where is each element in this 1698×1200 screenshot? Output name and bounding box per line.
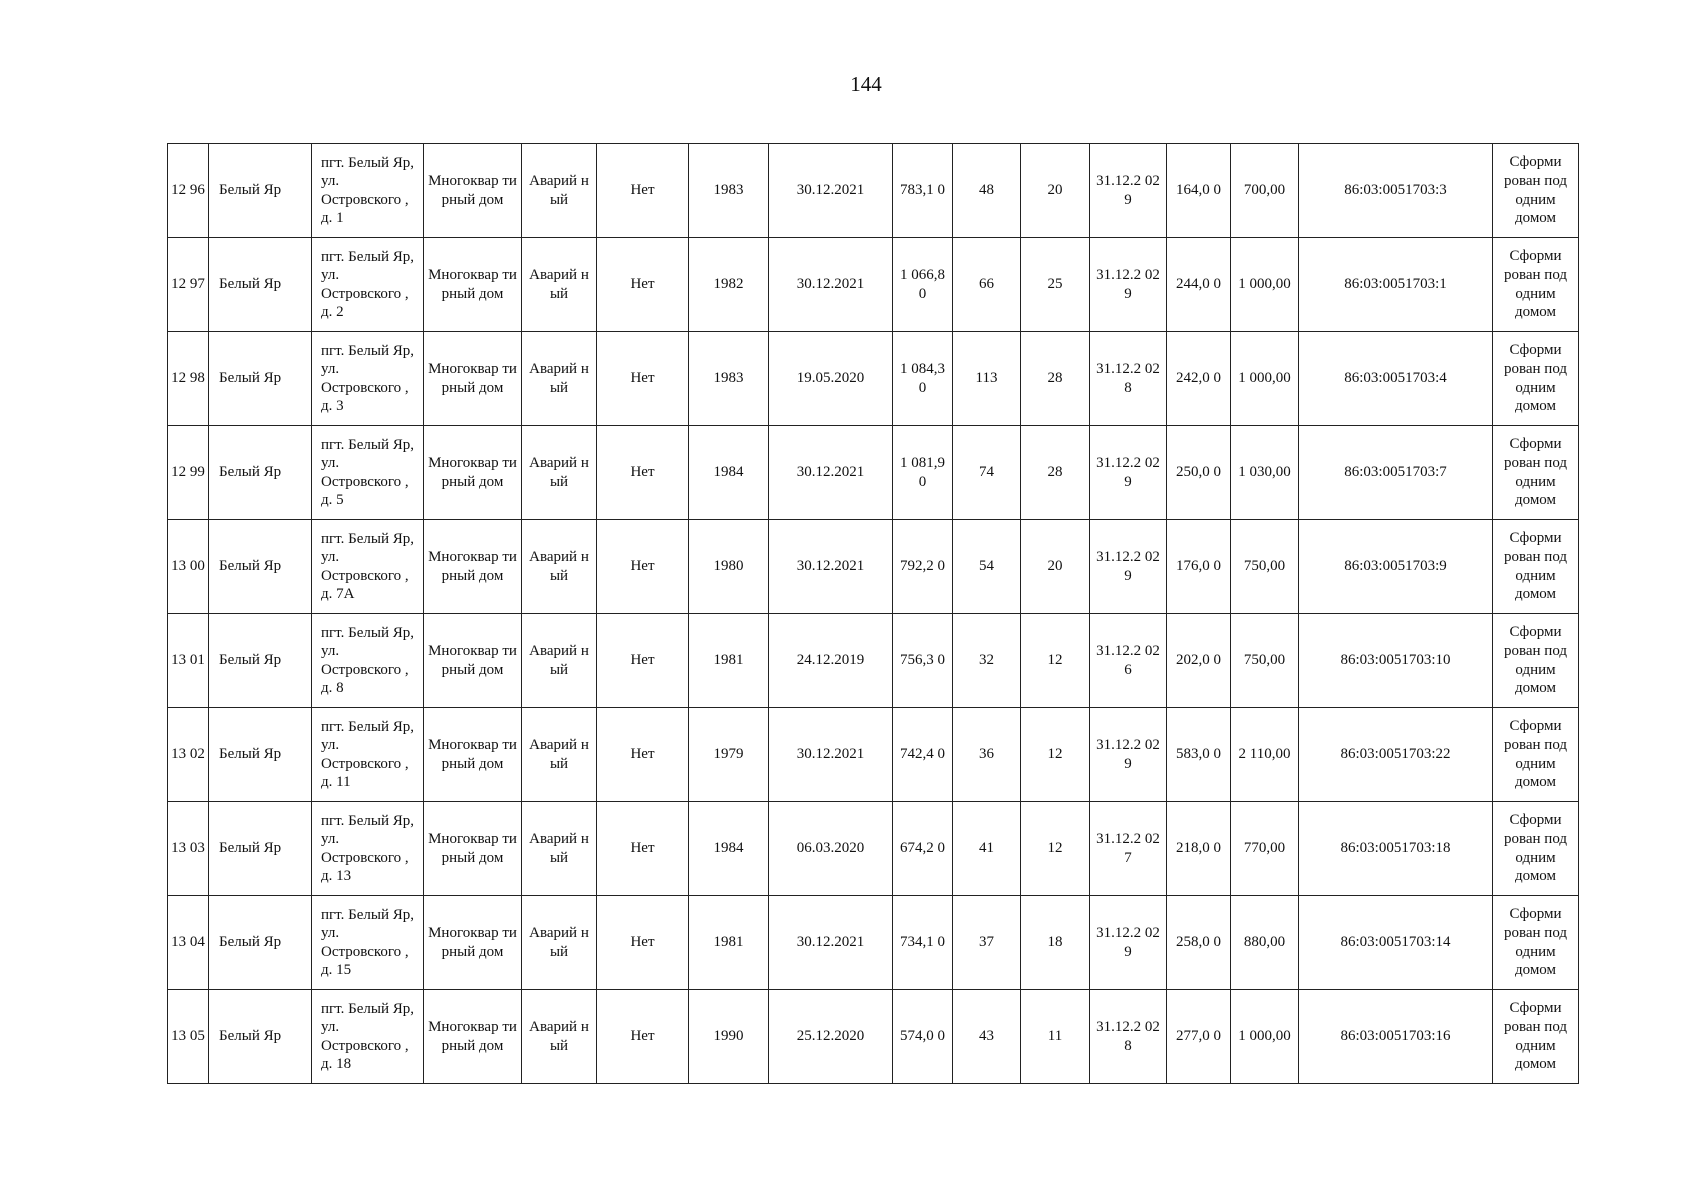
cell-building-type: Многоквар тирный дом [424,708,522,802]
cell-status: Нет [597,426,689,520]
table-row [168,332,1579,426]
cell-units: 25 [1021,238,1090,332]
cell-settlement: Белый Яр [209,520,312,614]
cell-condition: Аварий ный [522,896,597,990]
cell-number: 12 97 [168,238,209,332]
cell-year: 1979 [689,708,769,802]
cell-land-status: Сформи рован под одним домом [1493,520,1579,614]
cell-deadline: 31.12.2 029 [1090,520,1167,614]
cell-address: пгт. Белый Яр, ул. Островского , д. 1 [312,144,424,238]
cell-settlement: Белый Яр [209,332,312,426]
cell-area: 1 084,3 0 [893,332,953,426]
cell-condition: Аварий ный [522,238,597,332]
cell-value-2: 880,00 [1231,896,1299,990]
cell-address: пгт. Белый Яр, ул. Островского , д. 15 [312,896,424,990]
cell-area: 574,0 0 [893,990,953,1084]
cell-deadline: 31.12.2 029 [1090,708,1167,802]
cell-land-status: Сформи рован под одним домом [1493,802,1579,896]
cell-condition: Аварий ный [522,426,597,520]
cell-value-2: 770,00 [1231,802,1299,896]
cell-year: 1983 [689,144,769,238]
cell-date: 30.12.2021 [769,896,893,990]
cell-value-2: 2 110,00 [1231,708,1299,802]
cell-cadastral-number: 86:03:0051703:10 [1299,614,1493,708]
cell-land-status: Сформи рован под одним домом [1493,426,1579,520]
cell-address: пгт. Белый Яр, ул. Островского , д. 8 [312,614,424,708]
cell-address: пгт. Белый Яр, ул. Островского , д. 18 [312,990,424,1084]
cell-value-1: 277,0 0 [1167,990,1231,1084]
cell-land-status: Сформи рован под одним домом [1493,144,1579,238]
cell-area: 1 066,8 0 [893,238,953,332]
cell-deadline: 31.12.2 029 [1090,238,1167,332]
cell-value-2: 1 000,00 [1231,990,1299,1084]
cell-number: 12 98 [168,332,209,426]
cell-land-status: Сформи рован под одним домом [1493,708,1579,802]
cell-status: Нет [597,896,689,990]
cell-value-2: 750,00 [1231,520,1299,614]
cell-address: пгт. Белый Яр, ул. Островского , д. 5 [312,426,424,520]
cell-deadline: 31.12.2 029 [1090,896,1167,990]
cell-value-2: 1 000,00 [1231,238,1299,332]
cell-building-type: Многоквар тирный дом [424,520,522,614]
cell-number: 13 02 [168,708,209,802]
cell-year: 1983 [689,332,769,426]
cell-area: 742,4 0 [893,708,953,802]
cell-building-type: Многоквар тирный дом [424,896,522,990]
cell-settlement: Белый Яр [209,990,312,1084]
cell-condition: Аварий ный [522,708,597,802]
cell-status: Нет [597,708,689,802]
cell-units: 28 [1021,332,1090,426]
cell-value-1: 218,0 0 [1167,802,1231,896]
cell-residents: 37 [953,896,1021,990]
cell-residents: 41 [953,802,1021,896]
cell-settlement: Белый Яр [209,708,312,802]
cell-settlement: Белый Яр [209,238,312,332]
cell-status: Нет [597,238,689,332]
table-row [168,520,1579,614]
cell-land-status: Сформи рован под одним домом [1493,990,1579,1084]
cell-building-type: Многоквар тирный дом [424,802,522,896]
cell-date: 30.12.2021 [769,520,893,614]
cell-units: 28 [1021,426,1090,520]
cell-condition: Аварий ный [522,520,597,614]
cell-date: 30.12.2021 [769,238,893,332]
cell-date: 24.12.2019 [769,614,893,708]
cell-status: Нет [597,520,689,614]
cell-area: 756,3 0 [893,614,953,708]
cell-year: 1990 [689,990,769,1084]
table-row [168,708,1579,802]
cell-address: пгт. Белый Яр, ул. Островского , д. 11 [312,708,424,802]
cell-building-type: Многоквар тирный дом [424,238,522,332]
cell-deadline: 31.12.2 027 [1090,802,1167,896]
table-row [168,238,1579,332]
cell-area: 734,1 0 [893,896,953,990]
cell-building-type: Многоквар тирный дом [424,332,522,426]
cell-condition: Аварий ный [522,614,597,708]
cell-year: 1982 [689,238,769,332]
cell-year: 1981 [689,614,769,708]
cell-year: 1981 [689,896,769,990]
cell-date: 30.12.2021 [769,708,893,802]
cell-number: 13 03 [168,802,209,896]
cell-condition: Аварий ный [522,144,597,238]
cell-area: 1 081,9 0 [893,426,953,520]
cell-status: Нет [597,144,689,238]
cell-cadastral-number: 86:03:0051703:1 [1299,238,1493,332]
cell-residents: 36 [953,708,1021,802]
cell-deadline: 31.12.2 026 [1090,614,1167,708]
table-body [168,144,1579,1084]
cell-units: 20 [1021,144,1090,238]
cell-land-status: Сформи рован под одним домом [1493,614,1579,708]
cell-condition: Аварий ный [522,802,597,896]
cell-residents: 66 [953,238,1021,332]
cell-residents: 54 [953,520,1021,614]
cell-date: 30.12.2021 [769,144,893,238]
cell-settlement: Белый Яр [209,614,312,708]
table-row [168,802,1579,896]
cell-value-1: 250,0 0 [1167,426,1231,520]
cell-building-type: Многоквар тирный дом [424,614,522,708]
cell-status: Нет [597,614,689,708]
cell-address: пгт. Белый Яр, ул. Островского , д. 3 [312,332,424,426]
table-row [168,990,1579,1084]
cell-units: 12 [1021,802,1090,896]
cell-status: Нет [597,332,689,426]
cell-value-1: 242,0 0 [1167,332,1231,426]
cell-residents: 113 [953,332,1021,426]
cell-value-2: 750,00 [1231,614,1299,708]
cell-number: 13 01 [168,614,209,708]
cell-residents: 32 [953,614,1021,708]
cell-address: пгт. Белый Яр, ул. Островского , д. 7А [312,520,424,614]
table-row [168,426,1579,520]
housing-registry-table [167,143,1579,1084]
cell-building-type: Многоквар тирный дом [424,426,522,520]
cell-settlement: Белый Яр [209,144,312,238]
cell-units: 20 [1021,520,1090,614]
cell-year: 1984 [689,426,769,520]
cell-value-1: 164,0 0 [1167,144,1231,238]
cell-land-status: Сформи рован под одним домом [1493,896,1579,990]
cell-deadline: 31.12.2 028 [1090,332,1167,426]
cell-units: 11 [1021,990,1090,1084]
cell-residents: 74 [953,426,1021,520]
cell-value-2: 700,00 [1231,144,1299,238]
cell-settlement: Белый Яр [209,426,312,520]
cell-value-2: 1 000,00 [1231,332,1299,426]
cell-condition: Аварий ный [522,332,597,426]
cell-date: 19.05.2020 [769,332,893,426]
cell-number: 13 00 [168,520,209,614]
cell-status: Нет [597,990,689,1084]
cell-deadline: 31.12.2 028 [1090,990,1167,1084]
table-row [168,144,1579,238]
cell-units: 12 [1021,708,1090,802]
cell-number: 13 04 [168,896,209,990]
cell-cadastral-number: 86:03:0051703:7 [1299,426,1493,520]
cell-value-2: 1 030,00 [1231,426,1299,520]
cell-value-1: 583,0 0 [1167,708,1231,802]
cell-cadastral-number: 86:03:0051703:3 [1299,144,1493,238]
cell-deadline: 31.12.2 029 [1090,426,1167,520]
cell-date: 25.12.2020 [769,990,893,1084]
table-row [168,614,1579,708]
cell-cadastral-number: 86:03:0051703:22 [1299,708,1493,802]
cell-building-type: Многоквар тирный дом [424,144,522,238]
cell-area: 674,2 0 [893,802,953,896]
cell-value-1: 244,0 0 [1167,238,1231,332]
cell-building-type: Многоквар тирный дом [424,990,522,1084]
cell-number: 12 96 [168,144,209,238]
cell-cadastral-number: 86:03:0051703:14 [1299,896,1493,990]
cell-area: 792,2 0 [893,520,953,614]
cell-cadastral-number: 86:03:0051703:9 [1299,520,1493,614]
cell-status: Нет [597,802,689,896]
cell-settlement: Белый Яр [209,802,312,896]
cell-cadastral-number: 86:03:0051703:4 [1299,332,1493,426]
cell-value-1: 202,0 0 [1167,614,1231,708]
cell-area: 783,1 0 [893,144,953,238]
cell-address: пгт. Белый Яр, ул. Островского , д. 2 [312,238,424,332]
cell-units: 18 [1021,896,1090,990]
cell-deadline: 31.12.2 029 [1090,144,1167,238]
cell-settlement: Белый Яр [209,896,312,990]
cell-date: 06.03.2020 [769,802,893,896]
cell-date: 30.12.2021 [769,426,893,520]
cell-residents: 48 [953,144,1021,238]
cell-condition: Аварий ный [522,990,597,1084]
cell-number: 13 05 [168,990,209,1084]
cell-land-status: Сформи рован под одним домом [1493,332,1579,426]
cell-value-1: 176,0 0 [1167,520,1231,614]
table-row [168,896,1579,990]
cell-value-1: 258,0 0 [1167,896,1231,990]
cell-address: пгт. Белый Яр, ул. Островского , д. 13 [312,802,424,896]
cell-number: 12 99 [168,426,209,520]
cell-year: 1984 [689,802,769,896]
cell-cadastral-number: 86:03:0051703:16 [1299,990,1493,1084]
cell-year: 1980 [689,520,769,614]
cell-residents: 43 [953,990,1021,1084]
cell-units: 12 [1021,614,1090,708]
cell-cadastral-number: 86:03:0051703:18 [1299,802,1493,896]
cell-land-status: Сформи рован под одним домом [1493,238,1579,332]
page-number: 144 [850,72,882,96]
